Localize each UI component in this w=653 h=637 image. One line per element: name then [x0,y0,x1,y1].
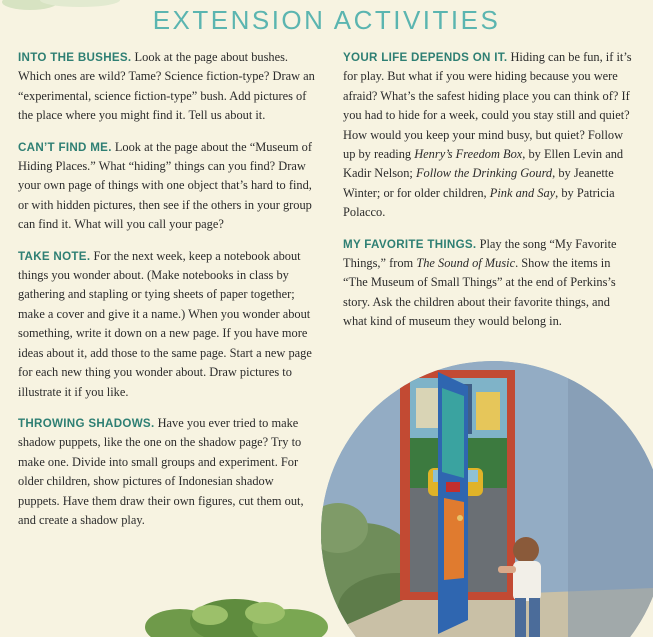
activity-your-life-depends-on-it [343,48,637,223]
left-column [18,48,318,542]
page-title: EXTENSION ACTIVITIES [152,5,501,35]
book-title: Follow the Drinking Gourd [415,166,553,181]
activity-heading: INTO THE BUSHES. [18,51,132,64]
activity-text: , by Ellen Levin and Kadir Nelson; [343,147,624,181]
activity-text: Look at the page about the “Museum of Hiding Places.” What “hiding” things can you find? Draw your own page of things with one object that’s hard to find, or with hidden pictures, then see if the others in your group can find it. What will you call your page? [18,139,312,232]
activity-text: , by Jeanette Winter; or for older children, [343,166,614,200]
activity-text: Play the song “My Favorite Things,” from [343,236,617,271]
activity-cant-find-me [18,138,318,235]
activity-my-favorite-things [343,235,637,332]
activity-text: . Show the items in “The Museum of Small Things” at the end of Perkins’s story. Ask the children about their favorite things, and what kind of museum they would belong in. [343,256,616,329]
activity-take-note [18,247,318,402]
activity-heading: YOUR LIFE DEPENDS ON IT. [343,51,508,64]
open-door-illustration [318,358,653,637]
movie-title: The Sound of Music [416,256,516,271]
book-title: Pink and Say [489,185,556,200]
activity-heading: MY FAVORITE THINGS. [343,237,477,251]
activity-throwing-shadows [18,414,318,530]
activity-text: Look at the page about bushes. Which ones are wild? Tame? Science fiction-type? Draw an “experimental, science fiction-type” bush. Add pictures of the place where you might find it. Tell us about it. [18,50,315,123]
activity-text: , by Patricia Polacco. [343,185,615,220]
activity-heading: CAN’T FIND ME. [18,140,112,154]
activity-text: Have you ever tried to make shadow puppets, like the one on the shadow page? Try to make one. Divide into small groups and experiment. For older children, show pictures of Indonesian shadow puppets. Have them draw their own figures, cut them out, and create a shadow play. [18,415,304,527]
activity-text: For the next week, keep a notebook about things you wonder about. (Make notebooks in class by gathering and stapling or tying sheets of paper together; make a cover and give it a name.) When you wonder about something, write it down on a new page. If you have more ideas about it, add those to the same page. Start a new page for each new thing you wonder about. Draw pictures to illustrate it if you like. [18,248,312,399]
activity-heading: TAKE NOTE. [18,249,91,263]
bottom-bush-decoration [140,585,330,637]
activity-text: Hiding can be fun, if it’s for play. But what if you were hiding because you were afraid? What’s the safest hiding place you can think of? If you had to hide for a week, could you stay still and quiet? How would you keep your mind busy, but quiet? Follow up by reading [343,50,632,162]
activity-into-the-bushes [18,48,318,126]
right-column [343,48,637,344]
book-title: Henry’s Freedom Box [414,147,523,162]
activity-heading: THROWING SHADOWS. [18,416,155,430]
